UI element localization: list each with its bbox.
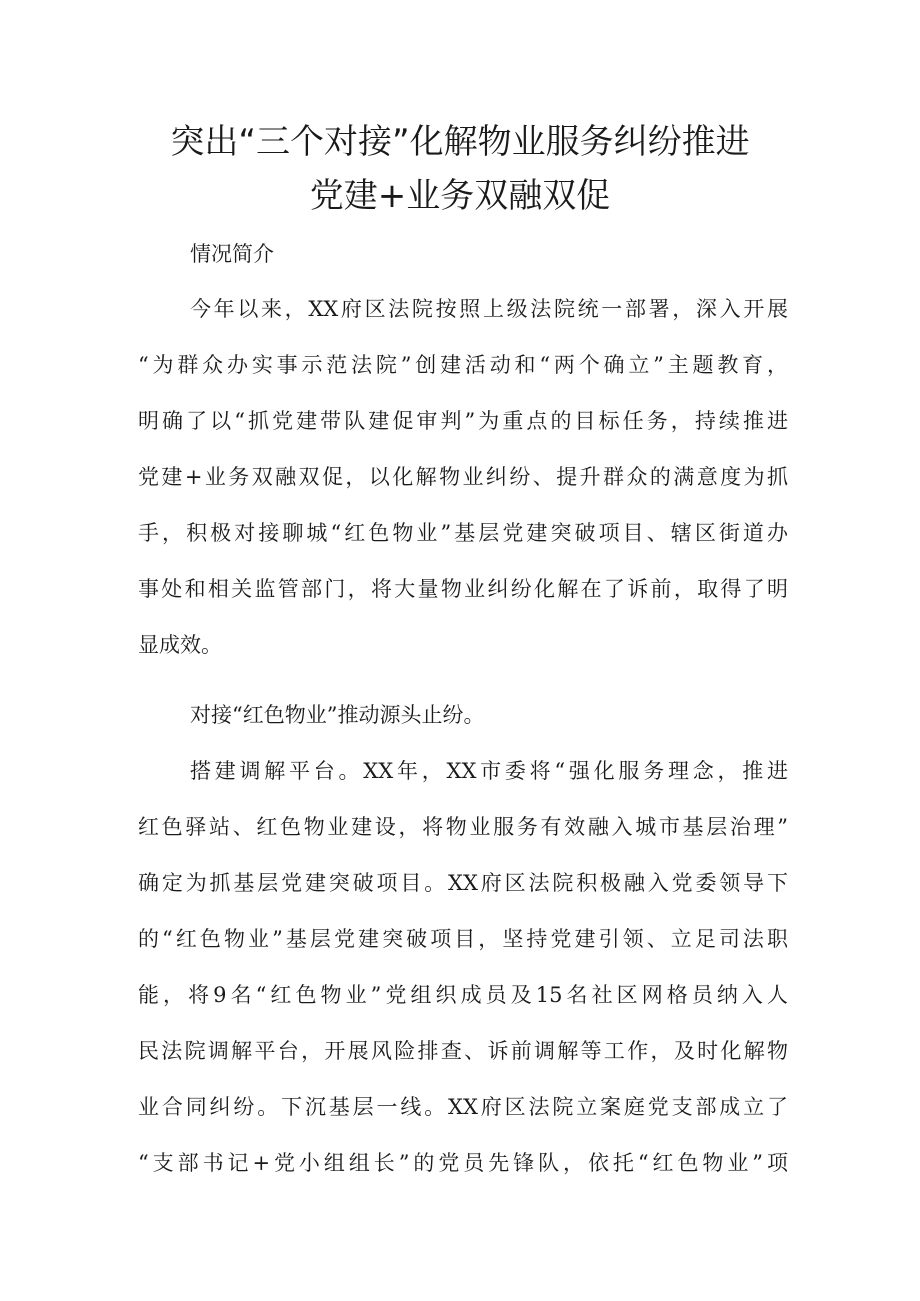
section1-line: 确定为抓基层党建突破项目。XX府区法院积极融入党委领导下 — [138, 871, 788, 895]
document-title-line-2: 党建+业务双融双促 — [309, 176, 611, 216]
document-title-line-1: 突出“三个对接”化解物业服务纠纷推进 — [170, 122, 750, 162]
intro-line: 事处和相关监管部门，将大量物业纠纷化解在了诉前，取得了明 — [138, 577, 788, 601]
section1-line: 民法院调解平台，开展风险排查、诉前调解等工作，及时化解物 — [138, 1039, 788, 1063]
intro-line: 今年以来，XX府区法院按照上级法院统一部署，深入开展 — [190, 297, 788, 321]
section1-line: “支部书记+党小组组长”的党员先锋队，依托“红色物业”项 — [138, 1151, 788, 1175]
section1-line: 业合同纠纷。下沉基层一线。XX府区法院立案庭党支部成立了 — [138, 1095, 788, 1119]
intro-line: 显成效。 — [138, 633, 222, 657]
intro-line: 明确了以“抓党建带队建促审判”为重点的目标任务，持续推进 — [138, 409, 788, 433]
intro-line: “为群众办实事示范法院”创建活动和“两个确立”主题教育， — [138, 353, 788, 377]
section1-line: 红色驿站、红色物业建设，将物业服务有效融入城市基层治理” — [138, 815, 788, 839]
intro-line: 手，积极对接聊城“红色物业”基层党建突破项目、辖区街道办 — [138, 521, 788, 545]
section1-line: 搭建调解平台。XX年，XX市委将“强化服务理念，推进 — [190, 759, 788, 783]
intro-heading: 情况简介 — [190, 242, 274, 266]
intro-line: 党建+业务双融双促，以化解物业纠纷、提升群众的满意度为抓 — [138, 465, 788, 489]
section1-line: 能，将9名“红色物业”党组织成员及15名社区网格员纳入人 — [138, 983, 788, 1007]
section1-heading: 对接“红色物业”推动源头止纷。 — [190, 703, 485, 727]
section1-line: 的“红色物业”基层党建突破项目，坚持党建引领、立足司法职 — [138, 927, 788, 951]
